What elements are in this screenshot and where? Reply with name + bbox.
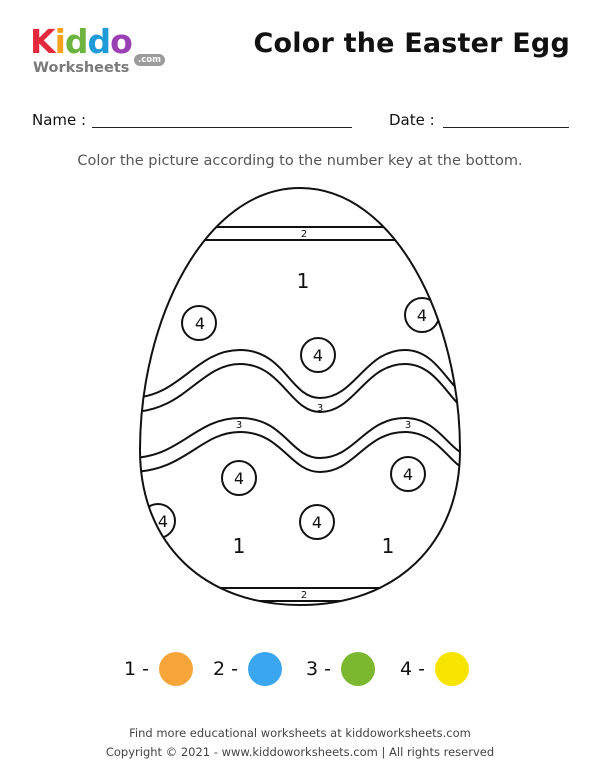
upper-wave-line <box>130 364 470 412</box>
date-label: Date : <box>389 111 435 129</box>
circle-label: 4 <box>233 469 245 488</box>
circle-label: 4 <box>312 346 324 365</box>
color-key-label: 1 - <box>124 658 149 680</box>
wave-band-label: 3 <box>404 420 412 431</box>
logo-subtitle: Worksheets <box>33 60 130 76</box>
logo-letter: d <box>64 22 88 61</box>
logo-letter: d <box>87 22 111 61</box>
circle-label: 4 <box>311 513 323 532</box>
bottom-band-label: 2 <box>300 590 308 601</box>
circle-label: 4 <box>402 465 414 484</box>
yellow-swatch <box>435 652 469 686</box>
instruction-text: Color the picture according to the number key at the bottom. <box>77 153 523 169</box>
logo-domain-badge: .com <box>134 54 165 66</box>
color-key-label: 2 - <box>213 658 238 680</box>
lower-wave-line <box>130 418 470 458</box>
blue-swatch <box>248 652 282 686</box>
circle-label: 4 <box>157 512 169 531</box>
region-label: 1 <box>381 534 395 558</box>
color-key-4 <box>400 650 469 688</box>
color-key-3 <box>306 650 375 688</box>
logo-letter: o <box>110 22 132 61</box>
color-key-1 <box>124 650 193 688</box>
color-key-label: 3 - <box>306 658 331 680</box>
footer-promo: Find more educational worksheets at kiddoworksheets.com <box>129 726 471 740</box>
page-title: Color the Easter Egg <box>253 28 570 59</box>
circle-label: 4 <box>416 306 428 325</box>
wave-band-label: 3 <box>235 420 243 431</box>
logo-letter: K <box>30 22 55 61</box>
footer-copyright: Copyright © 2021 - www.kiddoworksheets.com | All rights reserved <box>105 745 495 759</box>
color-key-label: 4 - <box>400 658 425 680</box>
name-label: Name : <box>32 111 87 129</box>
circle-label: 4 <box>194 314 206 333</box>
region-label: 1 <box>232 534 246 558</box>
egg-outline <box>140 188 460 605</box>
top-band-label: 2 <box>300 229 308 240</box>
green-swatch <box>341 652 375 686</box>
wave-band-label: 3 <box>316 403 324 414</box>
region-label: 1 <box>296 269 310 293</box>
upper-wave-line <box>130 350 470 398</box>
logo-letter: i <box>54 22 65 61</box>
color-key-2 <box>213 650 282 688</box>
orange-swatch <box>159 652 193 686</box>
